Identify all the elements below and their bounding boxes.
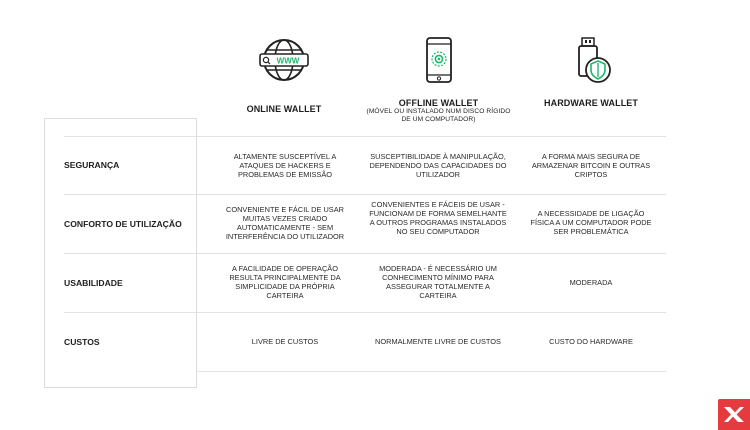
brand-logo-icon — [718, 399, 750, 430]
row-label-usabilidade: USABILIDADE — [64, 278, 123, 288]
row-divider — [64, 253, 666, 254]
www-label: WWW — [276, 56, 300, 66]
cell-online-custos: LIVRE DE CUSTOS — [251, 337, 319, 346]
column-subtitle: (MÓVEL OU INSTALADO NUM DISCO RÍGIDO DE UM COMPUTADOR) — [366, 108, 511, 123]
row-label-seguranca: SEGURANÇA — [64, 160, 120, 170]
column-title: HARDWARE WALLET — [544, 98, 638, 108]
cell-online-usabilidade: A FACILIDADE DE OPERAÇÃO RESULTA PRINCIPALMENTE DA SIMPLICIDADE DA PRÓPRIA CARTEIRA — [229, 264, 341, 300]
row-divider — [64, 194, 666, 195]
row-divider — [64, 136, 666, 137]
globe-www-icon — [254, 36, 314, 88]
column-title: ONLINE WALLET — [246, 104, 322, 114]
cell-online-seguranca: ALTAMENTE SUSCEPTÍVEL A ATAQUES DE HACKERS E PROBLEMAS DE EMISSÃO — [233, 152, 337, 179]
cell-hardware-usabilidade: MODERADA — [569, 278, 613, 287]
cell-hardware-conforto: A NECESSIDADE DE LIGAÇÃO FÍSICA A UM COMPUTADOR PODE SER PROBLEMÁTICA — [530, 209, 652, 236]
cell-offline-conforto: CONVENIENTES E FÁCEIS DE USAR - FUNCIONAM DE FORMA SEMELHANTE A OUTROS PROGRAMAS INSTALADOS NO SEU COMPUTADOR — [369, 200, 507, 236]
cell-hardware-custos: CUSTO DO HARDWARE — [549, 337, 633, 346]
cell-offline-seguranca: SUSCEPTIBILIDADE À MANIPULAÇÃO, DEPENDENDO DAS CAPACIDADES DO UTILIZADOR — [369, 152, 507, 179]
usb-shield-icon — [562, 36, 622, 88]
smartphone-icon — [409, 36, 469, 88]
cell-online-conforto: CONVENIENTE E FÁCIL DE USAR MUITAS VEZES CRIADO AUTOMATICAMENTE - SEM INTERFERÊNCIA DO UTILIZADOR — [225, 205, 345, 241]
row-divider — [197, 371, 666, 372]
cell-offline-usabilidade: MODERADA - É NECESSÁRIO UM CONHECIMENTO MÍNIMO PARA ASSEGURAR TOTALMENTE A CARTEIRA — [379, 264, 497, 300]
column-header-online-wallet — [230, 104, 338, 114]
cell-hardware-seguranca: A FORMA MAIS SEGURA DE ARMAZENAR BITCOIN E OUTRAS CRIPTOS — [531, 152, 651, 179]
column-header-offline-wallet — [366, 98, 511, 123]
row-label-custos: CUSTOS — [64, 337, 100, 347]
column-header-hardware-wallet — [540, 98, 642, 108]
row-divider — [64, 312, 666, 313]
column-title: OFFLINE WALLET — [398, 98, 479, 108]
row-label-conforto: CONFORTO DE UTILIZAÇÃO — [64, 219, 182, 229]
cell-offline-custos: NORMALMENTE LIVRE DE CUSTOS — [375, 337, 501, 346]
